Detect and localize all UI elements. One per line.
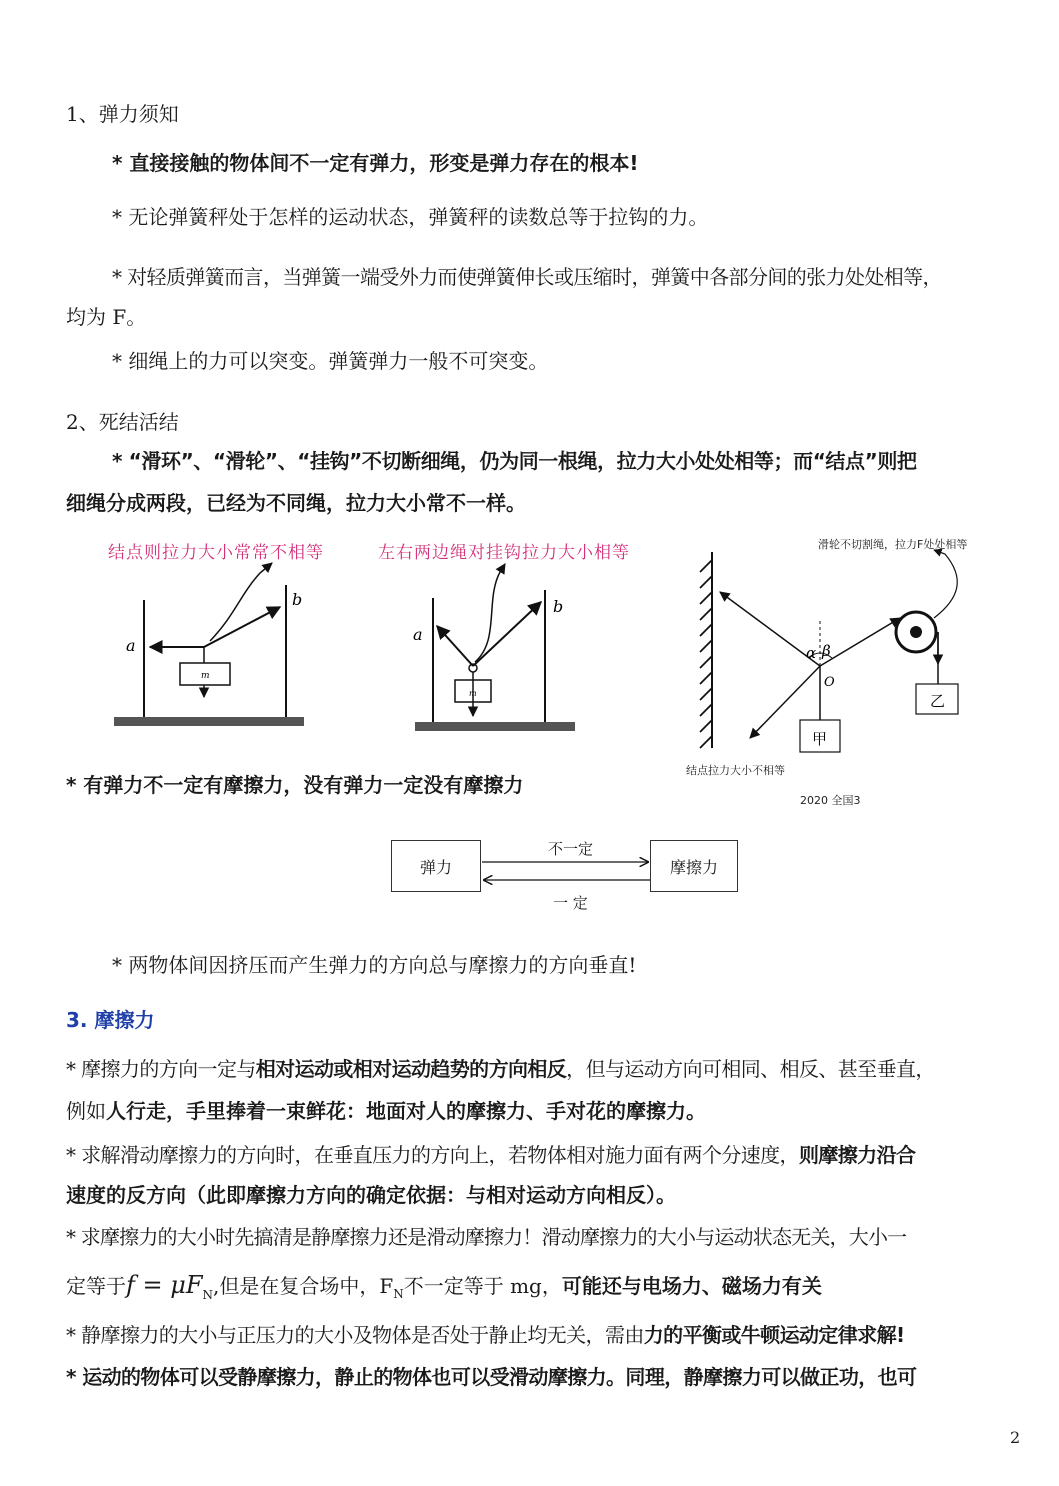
label-b: b [553, 597, 564, 616]
section1-item-3-cont: 均为 F。 [66, 305, 147, 329]
label-yi: 乙 [930, 692, 946, 710]
formula-sub: N [202, 1287, 213, 1302]
section2-item-1-cont: 细绳分成两段，已经为不同绳，拉力大小常不一样。 [66, 491, 526, 515]
label-beta: β [822, 642, 831, 660]
figure-knot-diagram [100, 555, 330, 735]
rope-to-wall-arrow [720, 592, 820, 666]
box-friction-force: 摩擦力 [650, 840, 738, 892]
section3-line-4: 速度的反方向（此即摩擦力方向的确定依据：与相对运动方向相反）。 [66, 1183, 676, 1207]
page-number: 2 [1010, 1428, 1021, 1447]
fig3-source: 2020 全国3 [800, 794, 861, 807]
figure-pulley-diagram [690, 548, 990, 758]
label-m: m [201, 671, 210, 681]
text: 定等于 [66, 1274, 126, 1298]
pointer-curve [475, 564, 505, 662]
label-O: O [824, 675, 835, 690]
section1-item-1: * 直接接触的物体间不一定有弹力，形变是弹力存在的根本! [112, 151, 639, 175]
friction-note: * 有弹力不一定有摩擦力，没有弹力一定没有摩擦力 [66, 773, 524, 797]
section3-line-7 [66, 1316, 905, 1354]
section3-line-8: * 运动的物体可以受静摩擦力，静止的物体也可以受滑动摩擦力。同理，静摩擦力可以做正功，也可 [66, 1365, 917, 1389]
text: * 求解滑动摩擦力的方向时，在垂直压力的方向上，若物体相对施力面有两个分速度， [66, 1143, 799, 1167]
pulley-axle [910, 626, 922, 638]
pointer-curve [210, 563, 272, 641]
text-bold: 力的平衡或牛顿运动定律求解! [643, 1323, 905, 1347]
fig1-caption: 结点则拉力大小常常不相等 [108, 543, 324, 563]
fig3-caption: 滑轮不切割绳，拉力F处处相等 [818, 538, 968, 551]
rope-a-arrow [437, 626, 473, 666]
section3-line-1 [66, 1050, 935, 1088]
label-alpha: α [806, 644, 817, 662]
fig3-note: 结点拉力大小不相等 [686, 764, 785, 777]
text-sub: N [393, 1287, 404, 1301]
label-necessarily: 一 定 [553, 894, 588, 912]
text: 不一定等于 mg， [403, 1274, 562, 1298]
text: ,但是在复合场中，F [213, 1274, 394, 1298]
section1-item-3: * 对轻质弹簧而言，当弹簧一端受外力而使弹簧伸长或压缩时，弹簧中各部分间的张力处处相等， [112, 265, 942, 289]
section1-title: 1、弹力须知 [66, 102, 179, 126]
formula-text: f = μF [126, 1271, 203, 1299]
ground-bar [114, 717, 304, 726]
text: ，但与运动方向可相同、相反、甚至垂直， [566, 1057, 935, 1081]
section3-line-5: * 求摩擦力的大小时先搞清是静摩擦力还是滑动摩擦力！滑动摩擦力的大小与运动状态无关，大小一 [66, 1225, 907, 1249]
pointer-curve [934, 550, 957, 618]
ground-bar [415, 722, 575, 731]
section1-item-4: * 细绳上的力可以突变。弹簧弹力一般不可突变。 [112, 349, 549, 373]
section2-title: 2、死结活结 [66, 410, 179, 434]
perpendicular-note: * 两物体间因挤压而产生弹力的方向总与摩擦力的方向垂直! [112, 953, 637, 977]
section3-title: 3. 摩擦力 [66, 1008, 155, 1032]
label-not-necessarily: 不一定 [548, 840, 594, 858]
text: * 静摩擦力的大小与正压力的大小及物体是否处于静止均无关，需由 [66, 1323, 644, 1347]
section3-line-6 [66, 1266, 822, 1314]
section3-line-3 [66, 1136, 915, 1174]
text-bold: 可能还与电场力、磁场力有关 [561, 1274, 822, 1298]
rope-b-arrow [473, 602, 541, 666]
label-m: m [469, 689, 477, 698]
section3-line-2 [66, 1092, 706, 1130]
label-jia: 甲 [812, 730, 828, 748]
text: * 摩擦力的方向一定与 [66, 1057, 256, 1081]
friction-formula [126, 1271, 213, 1302]
label-b: b [292, 590, 303, 609]
text-bold: 人行走，手里捧着一束鲜花：地面对人的摩擦力、手对花的摩擦力。 [106, 1099, 706, 1123]
wall-hatching [700, 560, 712, 748]
label-a: a [413, 625, 423, 644]
text-bold: 相对运动或相对运动趋势的方向相反 [255, 1057, 567, 1081]
rope-b-arrow [204, 607, 280, 647]
fig2-caption: 左右两边绳对挂钩拉力大小相等 [378, 543, 630, 563]
text-bold: 则摩擦力沿合 [798, 1143, 916, 1167]
section1-item-2: * 无论弹簧秤处于怎样的运动状态，弹簧秤的读数总等于拉钩的力。 [112, 205, 709, 229]
text: 例如 [66, 1099, 106, 1123]
figure-hook-diagram [405, 560, 595, 740]
rope-to-pulley-arrow [820, 618, 900, 666]
box-elastic-force: 弹力 [391, 840, 481, 892]
label-a: a [126, 636, 136, 655]
section2-item-1: * “滑环”、“滑轮”、“挂钩”不切断细绳，仍为同一根绳，拉力大小处处相等；而“结点”则把 [112, 449, 917, 473]
